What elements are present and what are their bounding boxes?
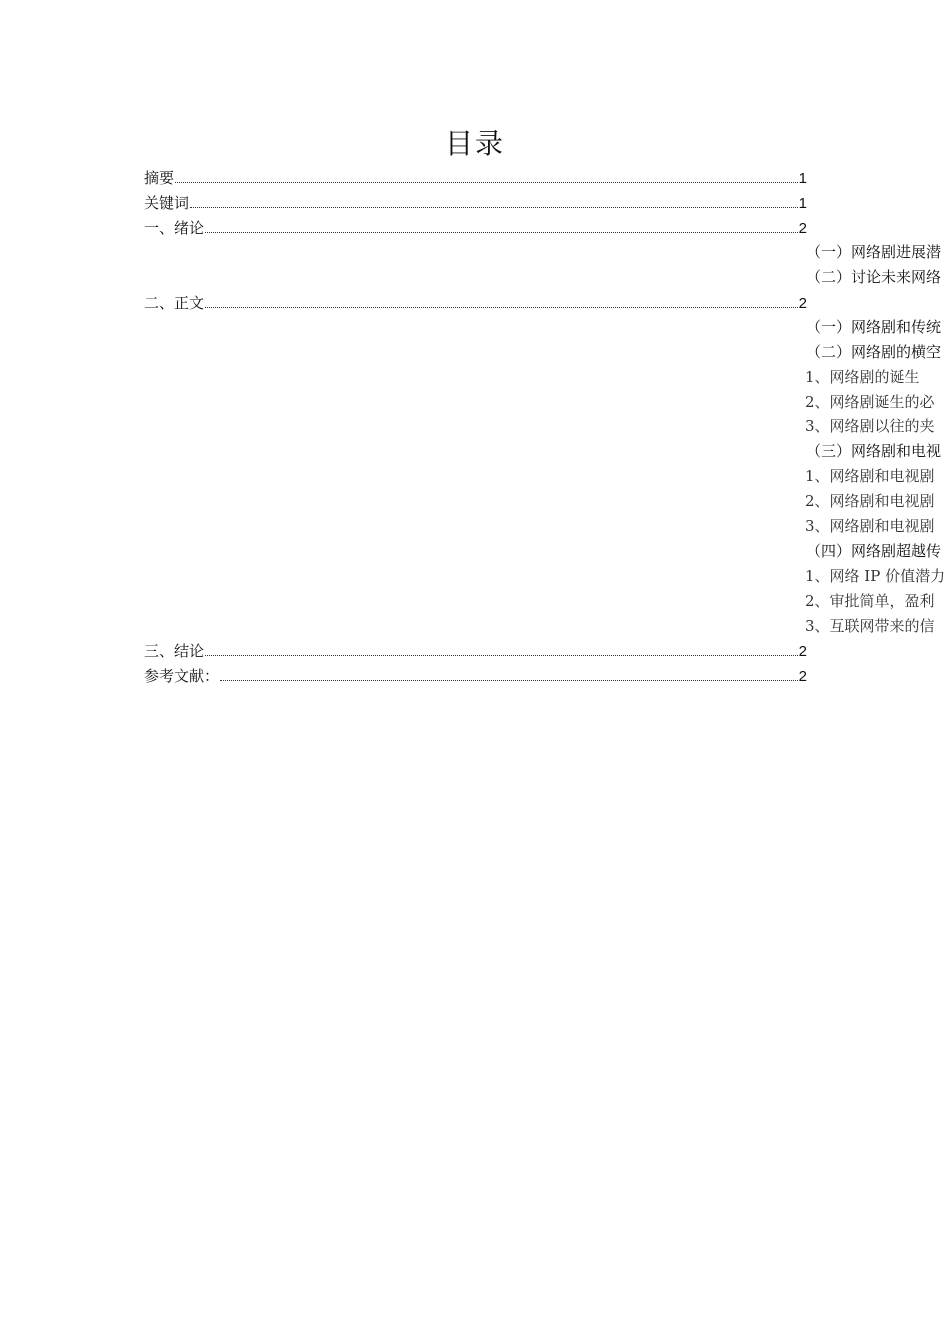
toc-entry-label: 一、绪论 <box>144 219 205 237</box>
leader-dots <box>205 655 798 656</box>
toc-sub-entry[interactable]: 2、网络剧和电视剧 <box>805 492 935 510</box>
toc-entry-label: 参考文献： <box>144 667 220 685</box>
toc-entry-introduction[interactable] <box>144 217 807 239</box>
toc-entry-abstract[interactable] <box>144 167 807 189</box>
leader-dots <box>190 207 798 208</box>
leader-dots <box>205 307 798 308</box>
toc-sub-entry[interactable]: 3、互联网带来的信 <box>805 617 935 635</box>
toc-sub-entry[interactable]: 1、网络剧和电视剧 <box>805 467 935 485</box>
toc-entry-label: 三、结论 <box>144 642 205 660</box>
toc-sub-entry[interactable]: （二）讨论未来网络 <box>806 268 942 286</box>
leader-dots <box>220 680 798 681</box>
toc-entry-keywords[interactable] <box>144 192 807 214</box>
toc-entry-references[interactable] <box>144 665 807 687</box>
toc-entry-page: 2 <box>798 668 807 685</box>
toc-sub-entry[interactable]: （四）网络剧超越传 <box>806 542 942 560</box>
leader-dots <box>205 232 798 233</box>
toc-entry-page: 2 <box>798 220 807 237</box>
toc-entry-label: 摘要 <box>144 169 175 187</box>
toc-entry-conclusion[interactable] <box>144 640 807 662</box>
toc-entry-page: 1 <box>798 195 807 212</box>
toc-entry-page: 1 <box>798 170 807 187</box>
toc-entry-body[interactable] <box>144 292 807 314</box>
toc-entry-label: 二、正文 <box>144 294 205 312</box>
toc-entry-label: 关键词 <box>144 194 190 212</box>
toc-sub-entry[interactable]: 3、网络剧以往的夹 <box>805 417 935 435</box>
toc-sub-entry[interactable]: 2、网络剧诞生的必 <box>805 393 935 411</box>
toc-title: 目录 <box>444 127 505 160</box>
toc-entry-page: 2 <box>798 295 807 312</box>
leader-dots <box>175 182 798 183</box>
toc-sub-entry[interactable]: （二）网络剧的横空 <box>806 343 942 361</box>
toc-sub-entry[interactable]: （三）网络剧和电视 <box>806 442 942 460</box>
toc-sub-entry[interactable]: （一）网络剧进展潜 <box>806 243 942 261</box>
toc-sub-entry[interactable]: 2、审批简单，盈利 <box>805 592 935 610</box>
toc-sub-entry[interactable]: 1、网络剧的诞生 <box>805 368 935 386</box>
toc-sub-entry[interactable]: （一）网络剧和传统 <box>806 318 942 336</box>
toc-entry-page: 2 <box>798 643 807 660</box>
toc-sub-entry[interactable]: 1、网络 IP 价值潜力 <box>805 567 946 585</box>
toc-sub-entry[interactable]: 3、网络剧和电视剧 <box>805 517 935 535</box>
